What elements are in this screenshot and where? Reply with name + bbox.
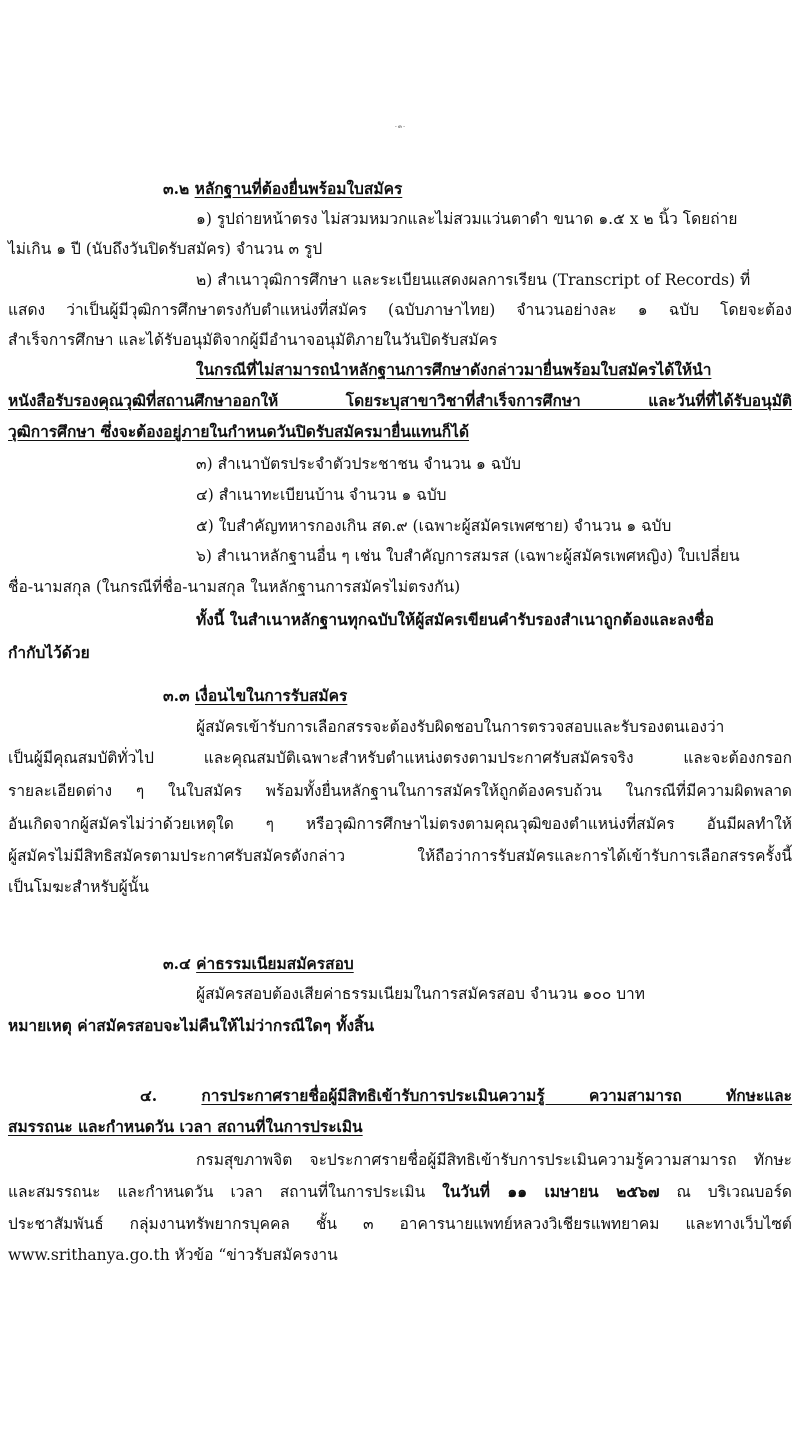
section-number: ๓.๔ (163, 954, 191, 973)
s4-line-2-location: ณ บริเวณบอร์ด (659, 1183, 792, 1201)
s33-line-1: ผู้สมัครเข้ารับการเลือกสรรจะต้องรับผิดชอบในการตรวจสอบและรับรองตนเองว่า (196, 718, 725, 736)
section-title: ค่าธรรมเนียมสมัครสอบ (196, 954, 354, 973)
section-3-2-heading (163, 177, 402, 201)
item-5: ๕) ใบสำคัญทหารกองเกิน สด.๙ (เฉพาะผู้สมัครเพศชาย) จำนวน ๑ ฉบับ (196, 517, 672, 535)
certify-line-2: กำกับไว้ด้วย (8, 643, 90, 662)
section-4-heading-line-2: สมรรถนะ และกำหนดวัน เวลา สถานที่ในการประเมิน (8, 1117, 363, 1136)
section-title: เงื่อนไขในการรับสมัคร (195, 686, 348, 705)
item-1-line-1: ๑) รูปถ่ายหน้าตรง ไม่สวมหมวกและไม่สวมแว่นตาดำ ขนาด ๑.๕ x ๒ นิ้ว โดยถ่าย (196, 210, 738, 228)
section-title: การประกาศรายชื่อผู้มีสิทธิเข้ารับการประเมินความรู้ ความสามารถ ทักษะและ (201, 1086, 793, 1105)
s33-line-2: เป็นผู้มีคุณสมบัติทั่วไป และคุณสมบัติเฉพาะสำหรับตำแหน่งตรงตามประกาศรับสมัครจริง และจะต้องกรอก (8, 749, 792, 767)
section-4-heading-line-1 (140, 1084, 792, 1108)
note-line-1: ในกรณีที่ไม่สามารถนำหลักฐานการศึกษาดังกล่าวมายื่นพร้อมใบสมัครได้ให้นำ (196, 360, 712, 379)
item-4: ๔) สำเนาทะเบียนบ้าน จำนวน ๑ ฉบับ (196, 486, 447, 504)
s4-line-2-text: และสมรรถนะ และกำหนดวัน เวลา สถานที่ในการประเมิน (8, 1183, 443, 1201)
section-title: หลักฐานที่ต้องยื่นพร้อมใบสมัคร (194, 179, 403, 198)
note-line-2: หนังสือรับรองคุณวุฒิที่สถานศึกษาออกให้ โดยระบุสาขาวิชาที่สำเร็จการศึกษา และวันที่ที่ได้รับอนุมัติ (8, 391, 792, 410)
s33-line-3: รายละเอียดต่าง ๆ ในใบสมัคร พร้อมทั้งยื่นหลักฐานในการสมัครให้ถูกต้องครบถ้วน ในกรณีที่มีความผิดพลาด (8, 782, 792, 800)
s4-line-3: ประชาสัมพันธ์ กลุ่มงานทรัพยากรบุคคล ชั้น ๓ อาคารนายแพทย์หลวงวิเชียรแพทยาคม และทางเว็บไซต์ (8, 1215, 792, 1233)
certify-line-1: ทั้งนี้ ในสำเนาหลักฐานทุกฉบับให้ผู้สมัครเขียนคำรับรองสำเนาถูกต้องและลงชื่อ (196, 610, 714, 629)
item-2-line-1: ๒) สำเนาวุฒิการศึกษา และระเบียนแสดงผลการเรียน (Transcript of Records) ที่ (196, 271, 751, 289)
section-3-4-heading (163, 952, 354, 976)
s4-line-4: www.srithanya.go.th หัวข้อ “ข่าวรับสมัครงาน (8, 1246, 338, 1264)
s33-line-6: เป็นโมฆะสำหรับผู้นั้น (8, 878, 149, 896)
item-2-line-3: สำเร็จการศึกษา และได้รับอนุมัติจากผู้มีอำนาจอนุมัติภายในวันปิดรับสมัคร (8, 331, 498, 349)
item-3: ๓) สำเนาบัตรประจำตัวประชาชน จำนวน ๑ ฉบับ (196, 455, 521, 473)
remark: หมายเหตุ ค่าสมัครสอบจะไม่คืนให้ไม่ว่ากรณีใดๆ ทั้งสิ้น (8, 1016, 375, 1035)
note-line-3: วุฒิการศึกษา ซึ่งจะต้องอยู่ภายในกำหนดวันปิดรับสมัครมายื่นแทนก็ได้ (8, 422, 470, 441)
section-number: ๔. (140, 1086, 158, 1105)
section-3-3-heading (163, 684, 347, 708)
s33-line-4: อันเกิดจากผู้สมัครไม่ว่าด้วยเหตุใด ๆ หรือวุฒิการศึกษาไม่ตรงตามคุณวุฒิของตำแหน่งที่สมัคร อันมีผลทำให้ (8, 815, 792, 833)
s33-line-5: ผู้สมัครไม่มีสิทธิสมัครตามประกาศรับสมัครดังกล่าว ให้ถือว่าการรับสมัครและการได้เข้ารับการเลือกสรรครั้งนี้ (8, 847, 792, 865)
section-number: ๓.๓ (163, 686, 190, 705)
section-number: ๓.๒ (163, 179, 190, 198)
s34-line-1: ผู้สมัครสอบต้องเสียค่าธรรมเนียมในการสมัครสอบ จำนวน ๑๐๐ บาท (196, 985, 645, 1003)
s4-line-1: กรมสุขภาพจิต จะประกาศรายชื่อผู้มีสิทธิเข้ารับการประเมินความรู้ความสามารถ ทักษะ (196, 1151, 792, 1169)
item-6-line-1: ๖) สำเนาหลักฐานอื่น ๆ เช่น ใบสำคัญการสมรส (เฉพาะผู้สมัครเพศหญิง) ใบเปลี่ยน (196, 547, 740, 565)
item-6-line-2: ชื่อ-นามสกุล (ในกรณีที่ชื่อ-นามสกุล ในหลักฐานการสมัครไม่ตรงกัน) (8, 578, 461, 596)
item-2-line-2: แสดง ว่าเป็นผู้มีวุฒิการศึกษาตรงกับตำแหน่งที่สมัคร (ฉบับภาษาไทย) จำนวนอย่างละ ๑ ฉบับ โดยจะต้อง (8, 301, 792, 319)
item-1-line-2: ไม่เกิน ๑ ปี (นับถึงวันปิดรับสมัคร) จำนวน ๓ รูป (8, 240, 323, 258)
s4-line-2 (8, 1180, 792, 1204)
page-number: - ๓ - (395, 124, 405, 130)
announcement-date: ในวันที่ ๑๑ เมษายน ๒๕๖๗ (442, 1182, 660, 1201)
